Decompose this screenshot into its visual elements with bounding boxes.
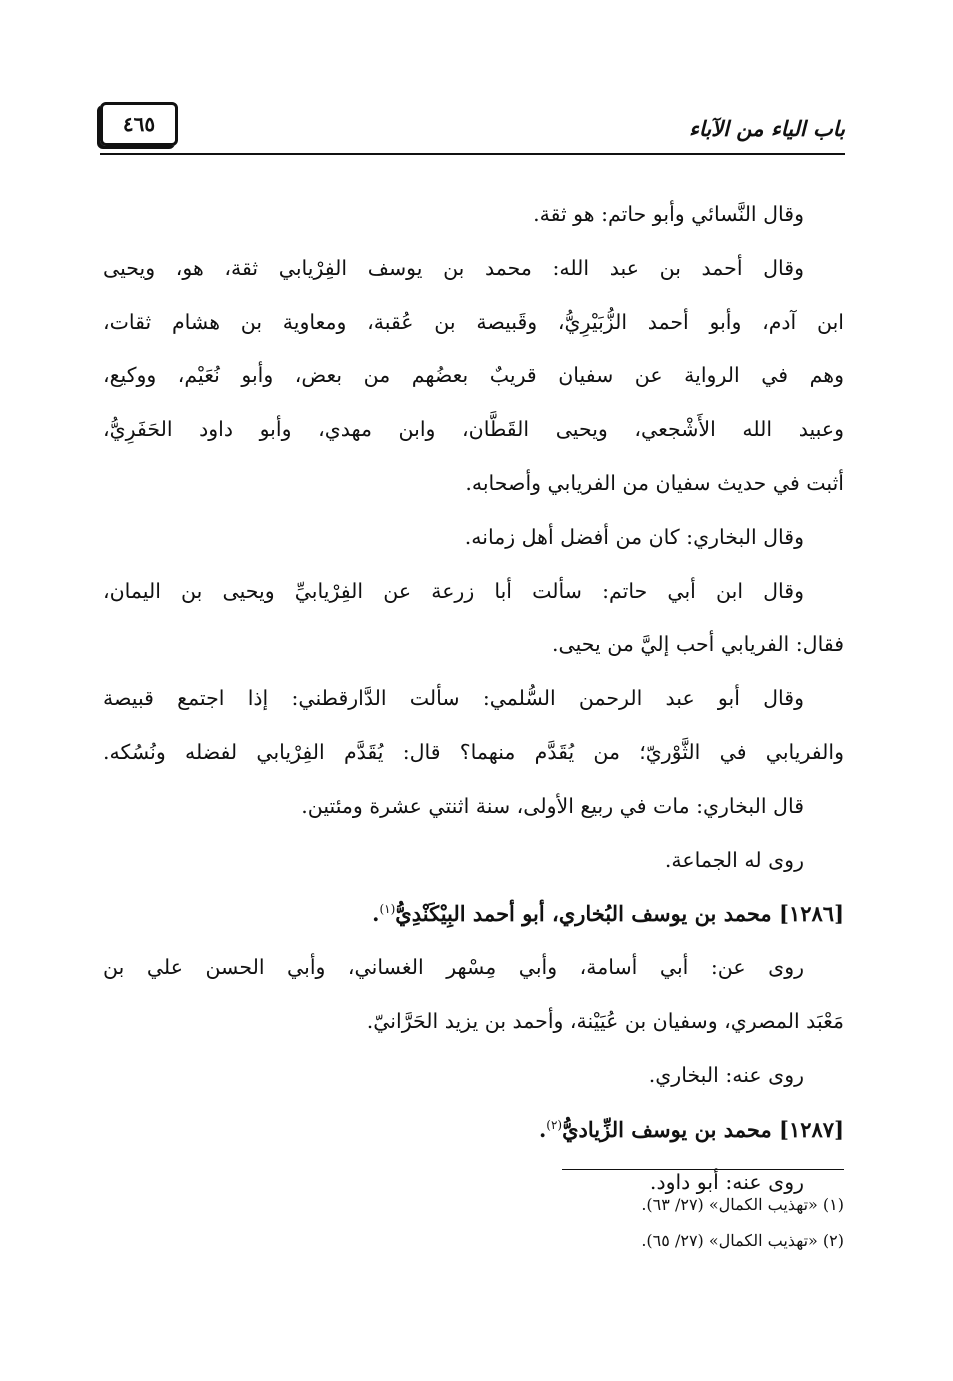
footnote-rule bbox=[562, 1169, 844, 1170]
text-line: روى له الجماعة. bbox=[664, 847, 804, 872]
running-title: باب الياء من الآباء bbox=[689, 116, 845, 141]
entry-heading-end: . bbox=[372, 901, 380, 927]
text-line: أثبت في حديث سفيان من الفريابي وأصحابه. bbox=[465, 470, 844, 495]
text-line: وقال النَّسائي وأبو حاتم: هو ثقة. bbox=[533, 202, 804, 226]
body-text bbox=[103, 188, 844, 1210]
text-line: وقال أبو عبد الرحمن السُّلمي: سألت الدَّارقطني: إذا اجتمع قبيصة bbox=[103, 686, 804, 711]
footnote-ref: (٢) bbox=[546, 1117, 563, 1132]
text-line: وهم في الرواية عن سفيان قريبٌ بعضُهم من بعض، وأبو نُعَيْم، ووكيع، bbox=[103, 363, 844, 388]
footnote-1: (١) «تهذيب الكمال» (٢٧/ ٦٣). bbox=[641, 1195, 844, 1214]
page-number: ٤٦٥ bbox=[100, 102, 178, 146]
entry-heading-text: [١٢٨٧] محمد بن يوسف الزِّياديُّ bbox=[562, 1116, 844, 1142]
text-line: وقال البخاري: كان من أفضل أهل زمانه. bbox=[464, 524, 804, 549]
text-line: روى عن: أبي أسامة، وأبي مِسْهر الغساني، وأبي الحسن علي بن bbox=[103, 955, 804, 980]
text-line: وقال ابن أبي حاتم: سألت أبا زرعة عن الفِرْيابيِّ ويحيى بن اليمان، bbox=[103, 578, 804, 603]
entry-heading-text: [١٢٨٦] محمد بن يوسف البُخاري، أبو أحمد البِيْكَنْدِيُّ bbox=[395, 901, 844, 927]
entry-heading-1287 bbox=[103, 1103, 844, 1157]
footnote-ref: (١) bbox=[379, 902, 396, 917]
header-rule bbox=[100, 153, 845, 155]
page-header bbox=[100, 98, 845, 156]
text-line: مَعْبَد المصري، وسفيان بن عُيَيْنة، وأحمد بن يزيد الحَرَّانيّ. bbox=[366, 1008, 844, 1033]
text-line: ابن آدم، وأبو أحمد الزُّبَيْرِيُّ، وقَبيصة بن عُقبة، ومعاوية بن هشام ثقات، bbox=[103, 309, 844, 334]
text-line: قال البخاري: مات في ربيع الأولى، سنة اثنتي عشرة ومئتين. bbox=[301, 793, 804, 818]
text-line: والفريابي في الثَّوْريّ؛ من يُقَدَّم منهما؟ قال: يُقَدَّم الفِرْيابي لفضله ونُسُكه. bbox=[103, 739, 844, 764]
entry-heading-1286 bbox=[103, 887, 844, 941]
text-line: روى عنه: البخاري. bbox=[648, 1062, 804, 1087]
text-line: روى عنه: أبو داود. bbox=[649, 1170, 804, 1195]
footnote-2: (٢) «تهذيب الكمال» (٢٧/ ٦٥). bbox=[641, 1231, 844, 1250]
text-line: وقال أحمد بن عبد الله: محمد بن يوسف الفِرْيابي ثقة، هو، ويحيى bbox=[103, 255, 804, 280]
text-line: فقال: الفريابي أحب إليَّ من يحيى. bbox=[551, 632, 844, 657]
entry-heading-end: . bbox=[538, 1116, 547, 1142]
text-line: وعبيد الله الأَشْجعي، ويحيى القَطَّان، وابن مهدي، وأبو داود الحَفَرِيُّ، bbox=[103, 417, 844, 442]
footnotes bbox=[641, 1187, 844, 1259]
